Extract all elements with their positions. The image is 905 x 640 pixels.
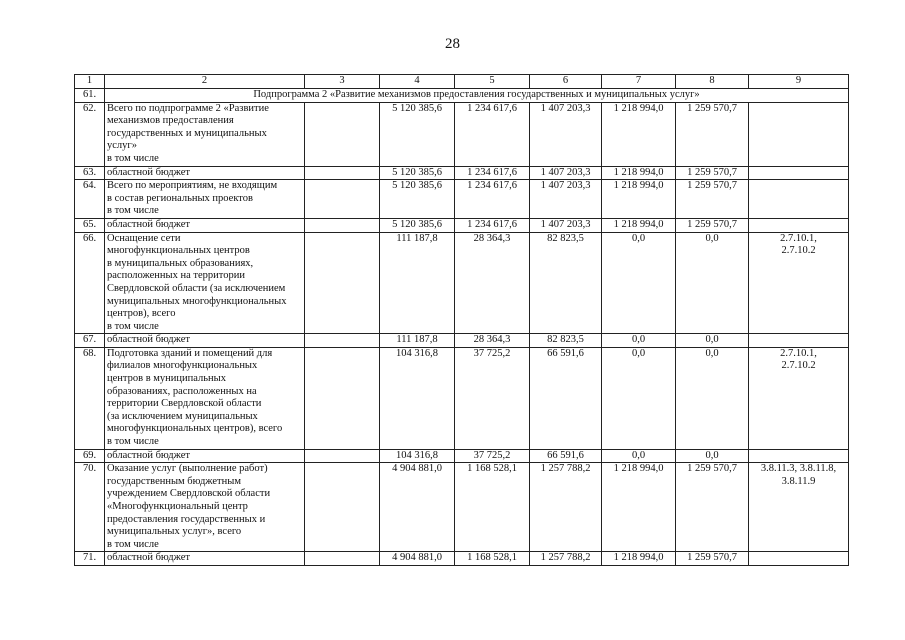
row-name-line: Всего по подпрограмме 2 «Развитие [107, 102, 269, 114]
year3-cell: 0,0 [602, 232, 676, 334]
table-row [75, 552, 849, 566]
row-name-line: центров в муниципальных [107, 373, 226, 385]
row-name-line: в том числе [107, 538, 159, 550]
row-name [105, 102, 305, 166]
year2-cell: 82 823,5 [530, 232, 602, 334]
year4-cell: 0,0 [676, 347, 749, 449]
year2-cell: 66 591,6 [530, 449, 602, 463]
row-number: 64. [75, 180, 105, 219]
col3-cell [305, 552, 380, 566]
target-cell [749, 347, 849, 449]
target-cell [749, 102, 849, 166]
table-row [75, 449, 849, 463]
row-number: 69. [75, 449, 105, 463]
year3-cell: 1 218 994,0 [602, 463, 676, 552]
col3-cell [305, 347, 380, 449]
page-number: 28 [445, 36, 460, 52]
col3-cell [305, 334, 380, 348]
year2-cell: 1 257 788,2 [530, 463, 602, 552]
table-row [75, 232, 849, 334]
target-cell-line: 3.8.11.9 [781, 475, 816, 487]
target-cell [749, 334, 849, 348]
header-cell: 1 [75, 75, 105, 89]
year2-cell: 66 591,6 [530, 347, 602, 449]
year2-cell: 82 823,5 [530, 334, 602, 348]
header-cell: 7 [602, 75, 676, 89]
col3-cell [305, 449, 380, 463]
year3-cell: 1 218 994,0 [602, 552, 676, 566]
header-cell: 9 [749, 75, 849, 89]
row-name [105, 449, 305, 463]
row-name-line: в том числе [107, 205, 159, 217]
header-row [75, 75, 849, 89]
row-name-line: областной бюджет [107, 218, 190, 230]
target-cell [749, 449, 849, 463]
row-name-line: областной бюджет [107, 166, 190, 178]
year4-cell: 0,0 [676, 449, 749, 463]
row-name [105, 334, 305, 348]
row-name-line: территории Свердловской области [107, 398, 262, 410]
row-number: 70. [75, 463, 105, 552]
col3-cell [305, 166, 380, 180]
total-cell: 111 187,8 [380, 232, 455, 334]
row-name-line: механизмов предоставления [107, 115, 234, 127]
year1-cell: 28 364,3 [455, 232, 530, 334]
target-cell-line: 2.7.10.2 [781, 245, 816, 257]
year4-cell: 1 259 570,7 [676, 102, 749, 166]
col3-cell [305, 102, 380, 166]
row-number: 67. [75, 334, 105, 348]
col3-cell [305, 218, 380, 232]
row-name-line: муниципальных услуг», всего [107, 526, 242, 538]
row-name-line: в том числе [107, 152, 159, 164]
row-number: 61. [75, 89, 105, 103]
table-row [75, 166, 849, 180]
row-number: 65. [75, 218, 105, 232]
target-cell-line: 2.7.10.1, [780, 347, 817, 359]
total-cell: 111 187,8 [380, 334, 455, 348]
row-number: 71. [75, 552, 105, 566]
table-row [75, 347, 849, 449]
table-row [75, 102, 849, 166]
row-name-line: областной бюджет [107, 449, 190, 461]
total-cell: 5 120 385,6 [380, 102, 455, 166]
target-cell [749, 218, 849, 232]
year1-cell: 1 234 617,6 [455, 166, 530, 180]
year1-cell: 37 725,2 [455, 347, 530, 449]
total-cell: 104 316,8 [380, 347, 455, 449]
row-name-line: услуг» [107, 140, 137, 152]
row-name-line: Свердловской области (за исключением [107, 282, 286, 294]
row-name-line: Оказание услуг (выполнение работ) [107, 463, 268, 475]
year2-cell: 1 407 203,3 [530, 218, 602, 232]
year3-cell: 1 218 994,0 [602, 180, 676, 219]
year1-cell: 1 168 528,1 [455, 552, 530, 566]
total-cell: 5 120 385,6 [380, 166, 455, 180]
year1-cell: 28 364,3 [455, 334, 530, 348]
header-cell: 5 [455, 75, 530, 89]
row-name-line: (за исключением муниципальных [107, 410, 258, 422]
budget-table [74, 74, 849, 566]
subprogram-title: Подпрограмма 2 «Развитие механизмов предоставления государственных и муниципальных услуг» [105, 89, 849, 103]
row-name-line: Всего по мероприятиям, не входящим [107, 180, 278, 192]
total-cell: 104 316,8 [380, 449, 455, 463]
year2-cell: 1 257 788,2 [530, 552, 602, 566]
row-number: 62. [75, 102, 105, 166]
row-number: 68. [75, 347, 105, 449]
total-cell: 4 904 881,0 [380, 552, 455, 566]
row-name [105, 347, 305, 449]
subprogram-row [75, 89, 849, 103]
year3-cell: 1 218 994,0 [602, 166, 676, 180]
row-name [105, 218, 305, 232]
table-row [75, 334, 849, 348]
row-number: 66. [75, 232, 105, 334]
row-name-line: центров), всего [107, 308, 176, 320]
row-name-line: в том числе [107, 320, 159, 332]
year3-cell: 0,0 [602, 347, 676, 449]
year3-cell: 1 218 994,0 [602, 102, 676, 166]
row-name-line: многофункциональных центров), всего [107, 423, 283, 435]
year4-cell: 1 259 570,7 [676, 180, 749, 219]
row-name-line: в муниципальных образованиях, [107, 257, 254, 269]
year2-cell: 1 407 203,3 [530, 180, 602, 219]
year3-cell: 0,0 [602, 334, 676, 348]
target-cell-line: 2.7.10.2 [781, 360, 816, 372]
row-name-line: филиалов многофункциональных [107, 360, 258, 372]
row-name-line: Подготовка зданий и помещений для [107, 347, 273, 359]
year1-cell: 1 234 617,6 [455, 218, 530, 232]
year4-cell: 1 259 570,7 [676, 463, 749, 552]
table-row [75, 463, 849, 552]
row-name [105, 463, 305, 552]
header-cell: 6 [530, 75, 602, 89]
row-name [105, 166, 305, 180]
row-name [105, 232, 305, 334]
total-cell: 4 904 881,0 [380, 463, 455, 552]
header-cell: 4 [380, 75, 455, 89]
row-name-line: областной бюджет [107, 334, 190, 346]
row-name-line: в том числе [107, 436, 159, 448]
row-name [105, 180, 305, 219]
row-name-line: областной бюджет [107, 552, 190, 564]
col3-cell [305, 232, 380, 334]
col3-cell [305, 180, 380, 219]
year1-cell: 1 168 528,1 [455, 463, 530, 552]
target-cell [749, 463, 849, 552]
year1-cell: 1 234 617,6 [455, 102, 530, 166]
target-cell [749, 552, 849, 566]
year3-cell: 0,0 [602, 449, 676, 463]
col3-cell [305, 463, 380, 552]
year4-cell: 0,0 [676, 232, 749, 334]
year4-cell: 1 259 570,7 [676, 218, 749, 232]
row-name-line: «Многофункциональный центр [107, 501, 248, 512]
row-name [105, 552, 305, 566]
table-body [75, 75, 849, 566]
year2-cell: 1 407 203,3 [530, 102, 602, 166]
row-number: 63. [75, 166, 105, 180]
row-name-line: предоставления государственных и [107, 513, 266, 525]
year4-cell: 1 259 570,7 [676, 552, 749, 566]
year1-cell: 37 725,2 [455, 449, 530, 463]
target-cell [749, 166, 849, 180]
row-name-line: государственным бюджетным [107, 475, 241, 487]
row-name-line: учреждением Свердловской области [107, 488, 271, 500]
target-cell-line: 3.8.11.3, 3.8.11.8, [760, 463, 837, 475]
header-cell: 3 [305, 75, 380, 89]
target-cell [749, 180, 849, 219]
row-name-line: муниципальных многофункциональных [107, 295, 287, 307]
table-row [75, 218, 849, 232]
row-name-line: расположенных на территории [107, 270, 245, 282]
year4-cell: 1 259 570,7 [676, 166, 749, 180]
total-cell: 5 120 385,6 [380, 180, 455, 219]
row-name-line: многофункциональных центров [107, 245, 250, 257]
header-cell: 8 [676, 75, 749, 89]
table-row [75, 180, 849, 219]
year4-cell: 0,0 [676, 334, 749, 348]
total-cell: 5 120 385,6 [380, 218, 455, 232]
year2-cell: 1 407 203,3 [530, 166, 602, 180]
target-cell-line: 2.7.10.1, [780, 232, 817, 244]
row-name-line: Оснащение сети [107, 232, 181, 244]
year3-cell: 1 218 994,0 [602, 218, 676, 232]
row-name-line: государственных и муниципальных [107, 127, 267, 139]
year1-cell: 1 234 617,6 [455, 180, 530, 219]
row-name-line: в состав региональных проектов [107, 192, 253, 204]
row-name-line: образованиях, расположенных на [107, 385, 257, 397]
header-cell: 2 [105, 75, 305, 89]
target-cell [749, 232, 849, 334]
